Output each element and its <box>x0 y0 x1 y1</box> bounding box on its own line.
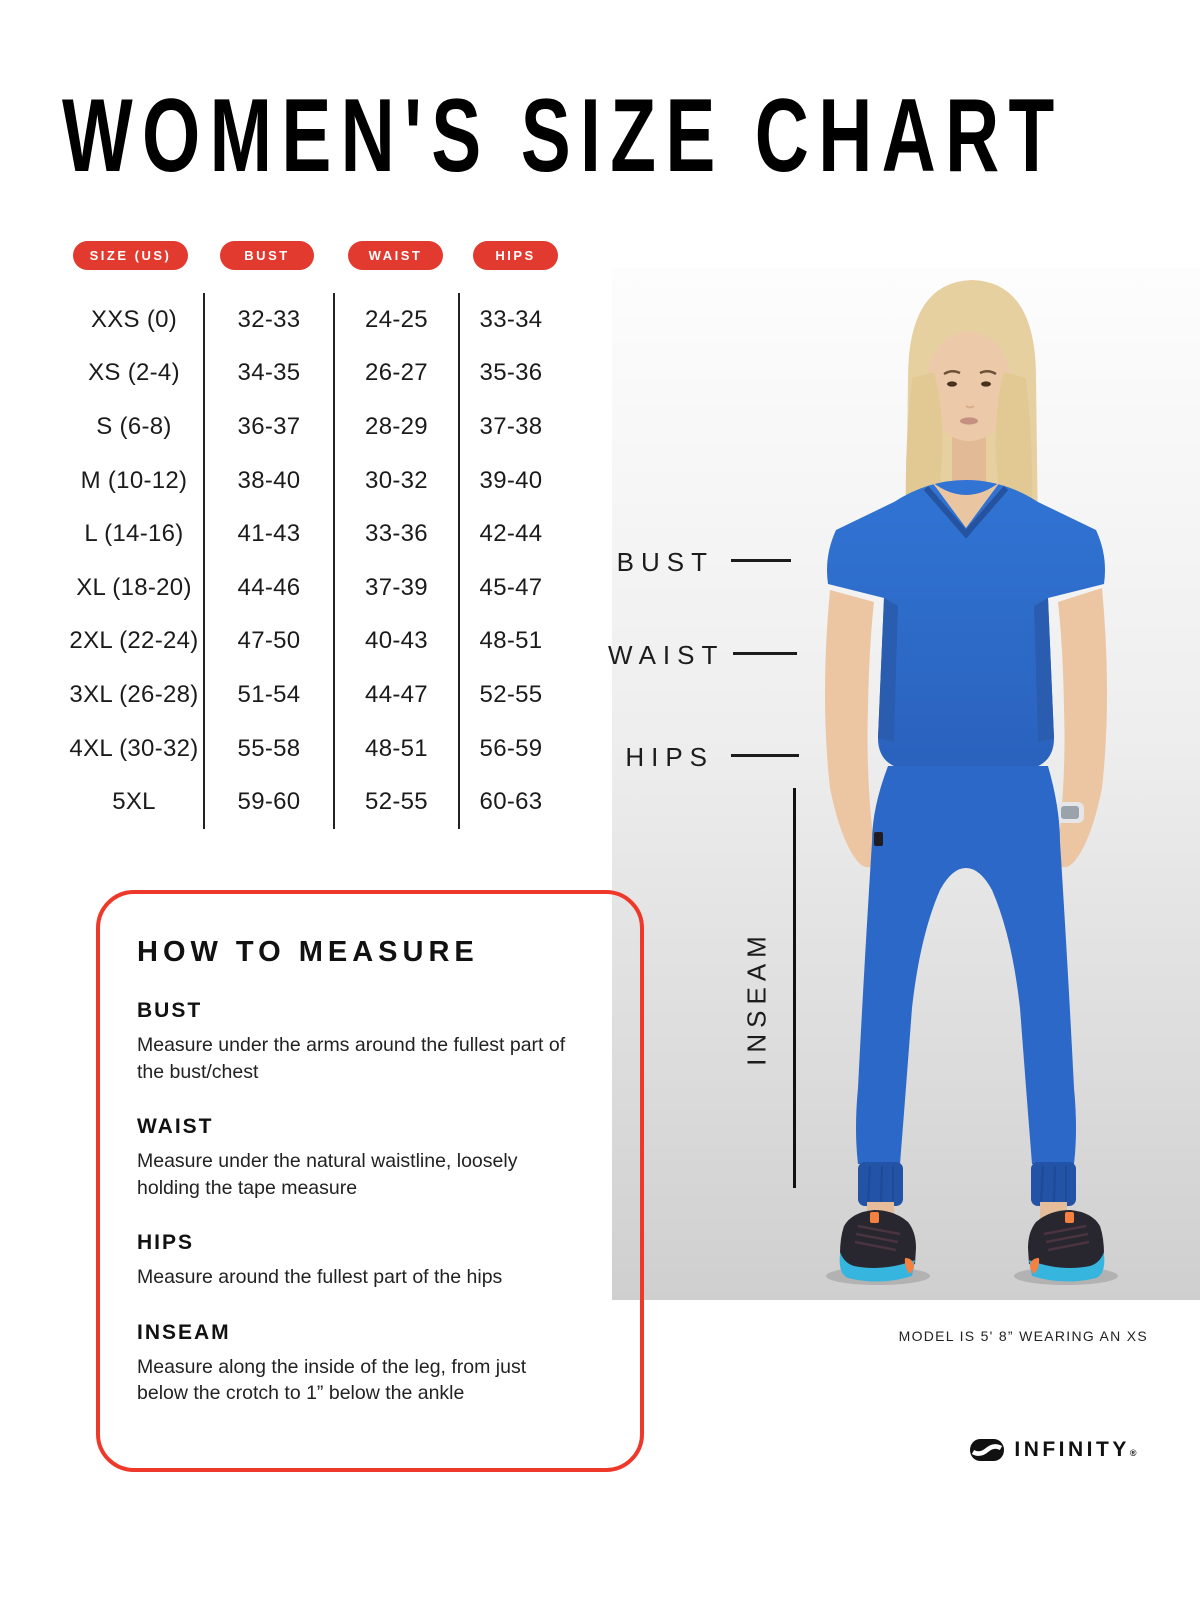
brand-logo <box>970 1438 1140 1462</box>
table-cell-waist: 48-51 <box>333 722 458 776</box>
infinity-icon <box>970 1439 1004 1461</box>
table-cell-hips: 42-44 <box>458 507 562 561</box>
figure-hips-label: HIPS <box>625 742 714 772</box>
model-eye <box>981 381 991 386</box>
column-badge-size: SIZE (US) <box>73 241 188 270</box>
table-cell-hips: 39-40 <box>458 454 562 508</box>
measure-section-text: Measure along the inside of the leg, from just below the crotch to 1” below the ankle <box>137 1355 527 1405</box>
table-cell-size: 4XL (30-32) <box>69 734 199 762</box>
figure-bust-label: BUST <box>616 547 714 577</box>
column-badge-waist: WAIST <box>348 241 443 270</box>
measure-section-text: Measure under the arms around the fullest part of the bust/chest <box>137 1034 566 1083</box>
figure-waist-line <box>733 652 797 655</box>
measure-section-waist <box>137 1115 590 1201</box>
table-cell-bust: 38-40 <box>203 454 333 508</box>
registered-mark: ® <box>1129 1448 1140 1458</box>
figure-inseam-line <box>793 788 796 1188</box>
lace-tab-right <box>1065 1212 1074 1223</box>
figure-waist-label: WAIST <box>608 640 725 670</box>
how-to-measure-title: HOW TO MEASURE <box>137 936 479 968</box>
table-cell-size: XXS (0) <box>90 305 178 333</box>
measure-section-label: WAIST <box>137 1115 214 1139</box>
model-lips <box>960 417 978 424</box>
lace-tab-left <box>870 1212 879 1223</box>
measure-section-text: Measure around the fullest part of the hips <box>137 1266 503 1289</box>
table-cell-size: XL (18-20) <box>76 573 192 601</box>
measure-section-bust <box>137 999 590 1085</box>
column-badge-hips: HIPS <box>473 241 558 270</box>
measure-section-text: Measure under the natural waistline, loosely holding the tape measure <box>137 1150 518 1199</box>
model-caption: MODEL IS 5' 8” WEARING AN XS <box>898 1328 1148 1344</box>
how-to-measure-box <box>96 890 644 1472</box>
figure-inseam-label: INSEAM <box>741 930 772 1066</box>
measure-section-inseam <box>137 1321 590 1407</box>
figure-bust-line <box>731 559 791 562</box>
table-cell-waist: 52-55 <box>333 775 458 829</box>
table-cell-size: XS (2-4) <box>88 359 180 387</box>
pants-tag <box>874 832 883 846</box>
brand-name <box>1014 1438 1140 1462</box>
table-cell-hips: 37-38 <box>458 400 562 454</box>
table-cell-size: 5XL <box>112 788 156 816</box>
table-cell-waist: 40-43 <box>333 615 458 669</box>
table-cell-hips: 52-55 <box>458 668 562 722</box>
table-cell-size: 2XL (22-24) <box>69 627 199 655</box>
table-cell-hips: 35-36 <box>458 347 562 401</box>
measure-section-label: INSEAM <box>137 1320 231 1344</box>
table-cell-bust: 55-58 <box>203 722 333 776</box>
table-cell-size: S (6-8) <box>96 412 172 440</box>
table-cell-waist: 30-32 <box>333 454 458 508</box>
smartwatch-screen <box>1061 806 1079 819</box>
table-cell-size: 3XL (26-28) <box>69 680 199 708</box>
table-cell-hips: 33-34 <box>458 293 562 347</box>
table-cell-bust: 32-33 <box>203 293 333 347</box>
model-eye <box>947 381 957 386</box>
model-illustration <box>612 268 1200 1300</box>
table-cell-bust: 59-60 <box>203 775 333 829</box>
table-cell-size: M (10-12) <box>80 466 188 494</box>
table-cell-waist: 37-39 <box>333 561 458 615</box>
table-cell-waist: 33-36 <box>333 507 458 561</box>
table-cell-size: L (14-16) <box>84 520 184 548</box>
page-title: WOMEN'S SIZE CHART <box>62 78 1064 194</box>
size-table <box>65 293 562 829</box>
table-cell-bust: 41-43 <box>203 507 333 561</box>
column-badge-bust: BUST <box>220 241 314 270</box>
figure-hips-line <box>731 754 799 757</box>
table-cell-bust: 36-37 <box>203 400 333 454</box>
measure-section-label: BUST <box>137 999 203 1022</box>
table-cell-bust: 34-35 <box>203 347 333 401</box>
table-cell-hips: 56-59 <box>458 722 562 776</box>
brand-wordmark: INFINITY <box>1014 1438 1130 1461</box>
table-cell-bust: 47-50 <box>203 615 333 669</box>
table-cell-waist: 24-25 <box>333 293 458 347</box>
model-photo-area <box>608 268 1200 1300</box>
measure-section-label: HIPS <box>137 1231 195 1255</box>
table-cell-hips: 45-47 <box>458 561 562 615</box>
table-cell-waist: 44-47 <box>333 668 458 722</box>
table-cell-hips: 48-51 <box>458 615 562 669</box>
table-cell-bust: 51-54 <box>203 668 333 722</box>
table-cell-hips: 60-63 <box>458 775 562 829</box>
table-cell-waist: 28-29 <box>333 400 458 454</box>
measure-section-hips <box>137 1231 590 1291</box>
table-cell-bust: 44-46 <box>203 561 333 615</box>
table-cell-waist: 26-27 <box>333 347 458 401</box>
